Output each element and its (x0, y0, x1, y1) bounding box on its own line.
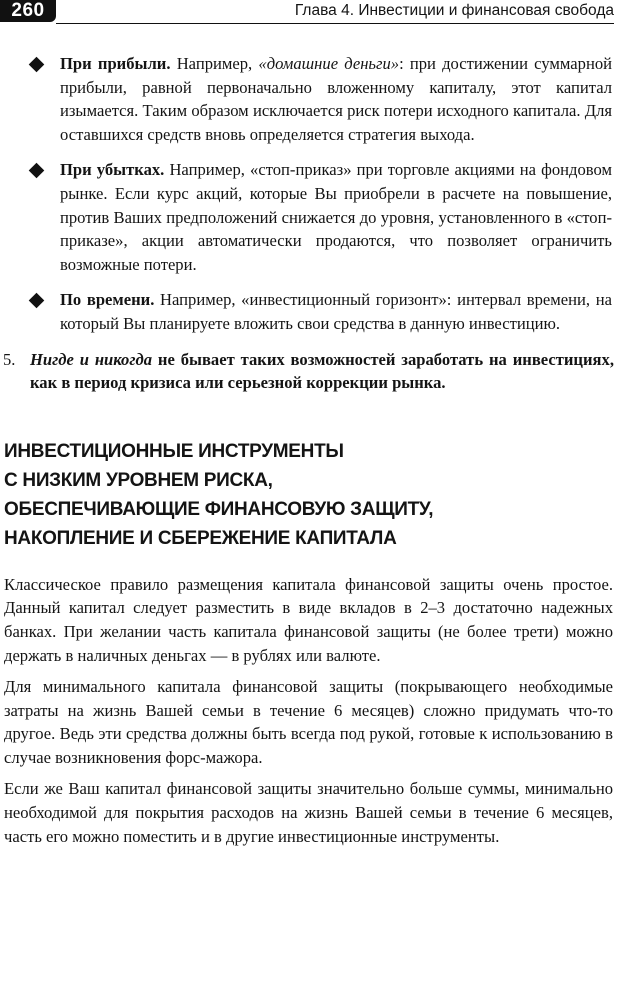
bullet-text: Например, «стоп-приказ» при торговле акциями на фондовом рынке. Если курс акций, которые Вы приобрели в расчете на повышение, против Ваших предположений снижается до уровня, установленного в «стоп-приказе», акции автоматически продаются, что позволяет ограничить возможные потери. (60, 160, 612, 274)
bullet-text-cont: : при достижении суммарной прибыли, равной первоначально вложенному капиталу, этот капитал изымается. Таким образом исключается риск потери исходного капитала. Для оставшихся средств вновь определяется стратегия выхода. (60, 54, 613, 144)
page-number: 260 (0, 0, 56, 22)
body-paragraph: Для минимального капитала финансовой защиты (покрывающего необходимые затраты на жизнь Вашей семьи в течение 6 месяцев) сложно придумать что-то другое. Ведь эти средства должны быть всегда под рукой, готовые к использованию в случае возникновения форс-мажора. (4, 677, 613, 767)
item-italic-lead: Нигде и никогда (30, 349, 153, 369)
bullet-item-time (60, 288, 612, 335)
section-heading-line: С НИЗКИМ УРОВНЕМ РИСКА, (4, 469, 273, 491)
bullet-text: Например, (170, 54, 259, 73)
bullet-italic-term: «домашние деньги» (258, 54, 400, 73)
bullet-item-loss (60, 158, 612, 276)
diamond-bullet-icon (29, 163, 45, 179)
diamond-bullet-icon (29, 293, 45, 309)
body-paragraph: Если же Ваш капитал финансовой защиты значительно больше суммы, минимально необходимой для покрытия расходов на жизнь Вашей семьи в течение 6 месяцев, часть его можно поместить и в другие инвестиционные инструменты. (4, 779, 613, 846)
item-text: не бывает таких возможностей заработать на инвестициях, как в период кризиса или серьезной коррекции рынка. (30, 349, 614, 393)
section-heading-line: ОБЕСПЕЧИВАЮЩИЕ ФИНАНСОВУЮ ЗАЩИТУ, (4, 498, 434, 520)
page-content (0, 52, 620, 848)
chapter-title: Глава 4. Инвестиции и финансовая свобода (294, 2, 614, 19)
diamond-bullet-icon (29, 57, 45, 73)
section-heading-line: НАКОПЛЕНИЕ И СБЕРЕЖЕНИЕ КАПИТАЛА (4, 527, 397, 549)
numbered-item-5 (3, 348, 614, 395)
bullet-lead: При прибыли. (60, 54, 171, 73)
item-number: 5. (3, 349, 16, 369)
running-header (0, 0, 620, 26)
bullet-lead: При убытках. (60, 160, 165, 180)
bullet-item-profit (60, 52, 612, 146)
header-rule (56, 23, 614, 24)
section-heading-line: ИНВЕСТИЦИОННЫЕ ИНСТРУМЕНТЫ (4, 440, 344, 462)
body-paragraph: Классическое правило размещения капитала финансовой защиты очень простое. Данный капитал следует разместить в виде вкладов в 2–3 достаточно надежных банках. При желании часть капитала финансовой защиты (не более трети) можно держать в наличных деньгах — в рублях или валюте. (4, 574, 613, 665)
bullet-lead: По времени. (60, 290, 155, 310)
bullet-text: Например, «инвестиционный горизонт»: интервал времени, на который Вы планируете вложить свои средства в данную инвестицию. (60, 290, 612, 333)
section-heading (4, 437, 614, 553)
